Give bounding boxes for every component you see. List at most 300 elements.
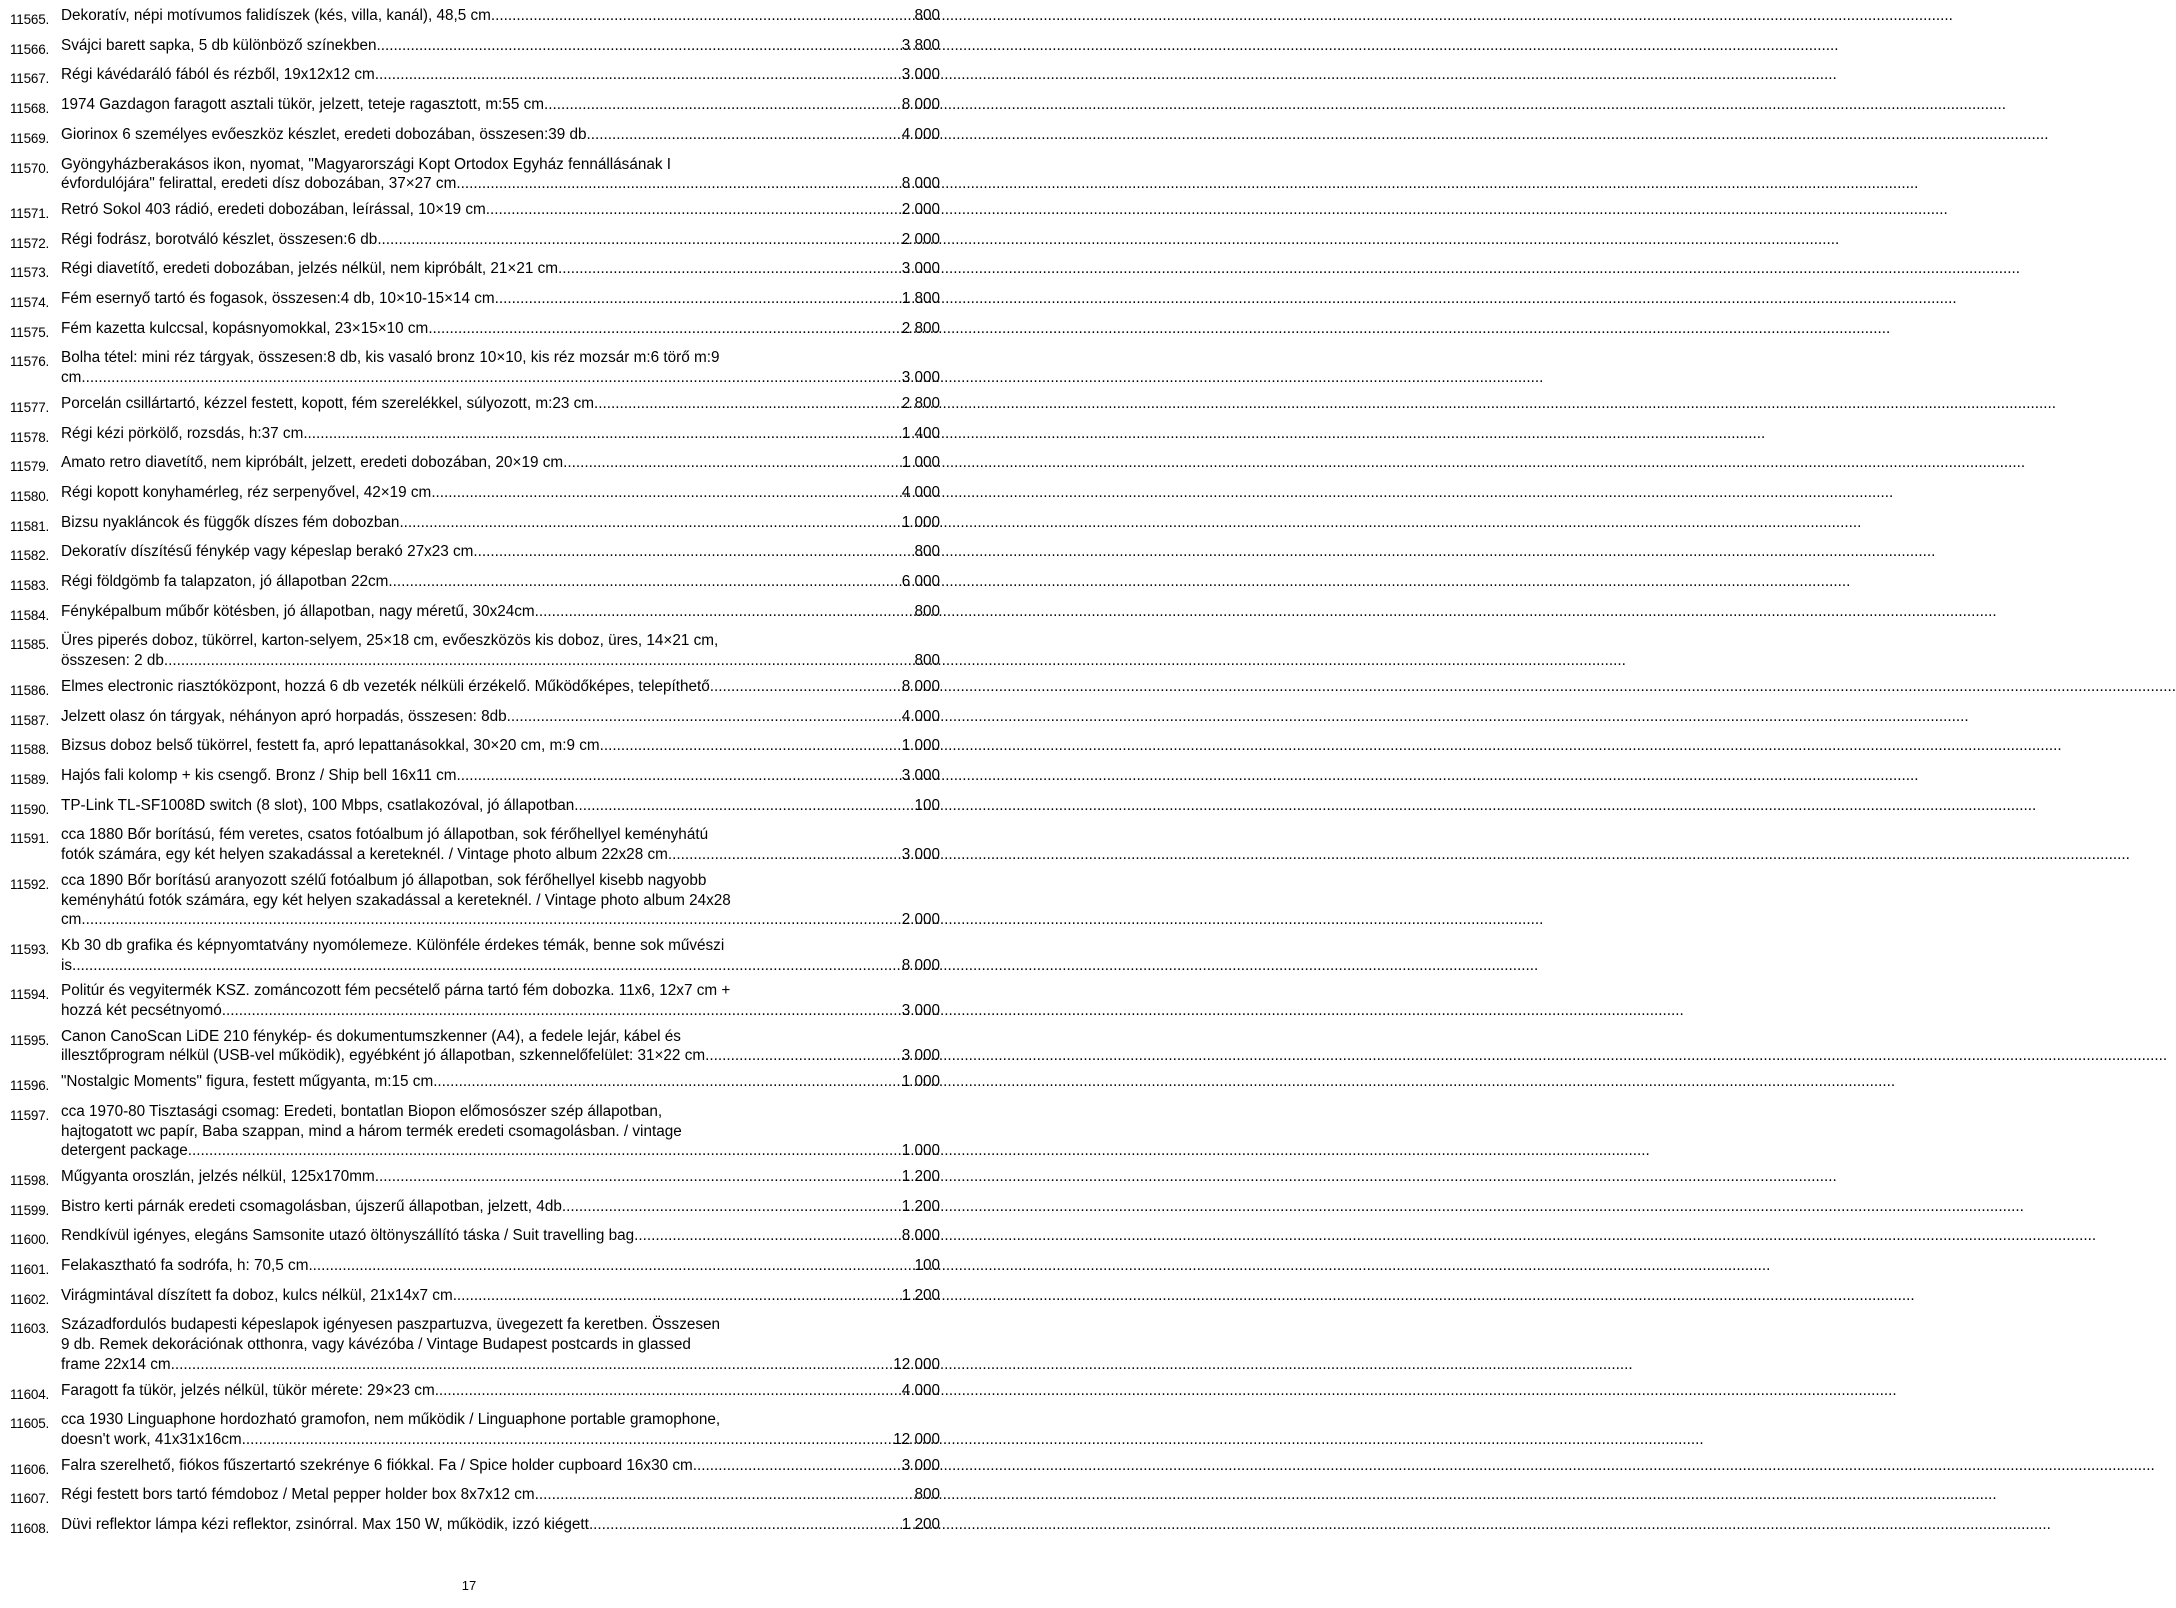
lot-entry	[10, 1167, 940, 1191]
lot-description	[61, 230, 940, 250]
lot-price: 800	[914, 652, 940, 670]
lot-number: 11605.	[10, 1416, 50, 1432]
description-line: Dekoratív díszítésű fénykép vagy képeslap berakó 27x23 cm	[61, 543, 474, 561]
lot-entry	[10, 513, 940, 537]
description-last-line	[61, 845, 940, 865]
description-last-line	[61, 1001, 940, 1021]
lot-description	[61, 1167, 940, 1187]
description-line: Régi földgömb fa talapzaton, jó állapotban 22cm	[61, 573, 389, 591]
description-last-line	[61, 513, 940, 533]
description-line: 9 db. Remek dekorációnak otthonra, vagy kávézóba / Vintage Budapest postcards in glassed	[61, 1336, 691, 1354]
dot-leader	[457, 766, 902, 786]
lot-number: 11604.	[10, 1386, 50, 1402]
lot-description	[61, 825, 940, 864]
lot-entry	[10, 200, 940, 224]
description-line: Bistro kerti párnák eredeti csomagolásban, újszerű állapotban, jelzett, 4db	[61, 1197, 562, 1215]
description-last-line	[61, 1256, 940, 1276]
lot-description	[61, 424, 940, 444]
lot-number: 11589.	[10, 771, 50, 787]
dot-leader	[473, 542, 914, 562]
lot-description	[61, 200, 940, 220]
lot-entry	[10, 1027, 940, 1066]
lot-entry	[10, 95, 940, 119]
lot-price: 1 400	[901, 424, 940, 442]
lot-price: 1 200	[901, 1197, 940, 1215]
description-last-line	[61, 1046, 940, 1066]
dot-leader	[428, 319, 901, 339]
dot-leader	[705, 1046, 902, 1066]
dot-leader	[376, 36, 901, 56]
lot-description	[61, 95, 940, 115]
lot-entry	[10, 1197, 940, 1221]
lot-number: 11583.	[10, 578, 50, 594]
lot-description	[61, 631, 940, 670]
lot-price: 100	[914, 1257, 940, 1275]
lot-number: 11599.	[10, 1202, 50, 1218]
lot-price: 800	[914, 7, 940, 24]
lot-number: 11587.	[10, 712, 50, 728]
lot-number: 11601.	[10, 1262, 50, 1278]
dot-leader	[693, 1456, 902, 1476]
description-line: Üres piperés doboz, tükörrel, karton-selyem, 25×18 cm, evőeszközös kis doboz, üres, 14×21 cm,	[61, 632, 719, 650]
lot-number: 11607.	[10, 1491, 50, 1507]
description-line: Régi kávédaráló fából és rézből, 19x12x12 cm	[61, 66, 375, 84]
lot-price: 3 000	[901, 66, 940, 84]
dot-leader	[375, 65, 902, 85]
lot-entry	[10, 572, 940, 596]
description-line: Giorinox 6 személyes evőeszköz készlet, eredeti dobozában, összesen:39 db	[61, 125, 587, 143]
description-last-line	[61, 1286, 940, 1306]
description-line: Falra szerelhető, fiókos fűszertartó szekrénye 6 fiókkal. Fa / Spice holder cupboard 16x30 cm	[61, 1456, 693, 1474]
description-line: detergent package	[61, 1142, 188, 1160]
lot-number: 11575.	[10, 324, 50, 340]
lot-entry	[10, 259, 940, 283]
description-line: keményhátú fotók számára, egy két helyen szakadással a kereteknél. / Vintage photo album 24x28	[61, 891, 731, 909]
lot-price: 3 000	[901, 846, 940, 864]
lot-entry	[10, 394, 940, 418]
dot-leader	[222, 1001, 902, 1021]
lot-price: 1 000	[901, 513, 940, 531]
lot-price: 2 000	[901, 911, 940, 929]
lot-number: 11598.	[10, 1172, 50, 1188]
lot-price: 12 000	[893, 1355, 940, 1373]
lot-entry	[10, 936, 940, 975]
lot-entry	[10, 1515, 940, 1539]
lot-description	[61, 1102, 940, 1161]
description-last-line	[61, 707, 940, 727]
lot-entry	[10, 825, 940, 864]
lot-entry	[10, 1381, 940, 1405]
lot-number: 11597.	[10, 1107, 50, 1123]
description-last-line	[61, 651, 940, 671]
description-last-line	[61, 230, 940, 250]
lot-description	[61, 936, 940, 975]
description-line: 1974 Gazdagon faragott asztali tükör, jelzett, teteje ragasztott, m:55 cm	[61, 96, 544, 114]
description-line: Bolha tétel: mini réz tárgyak, összesen:8 db, kis vasaló bronz 10×10, kis réz mozsár m:6 törő m:9	[61, 349, 720, 367]
lot-description	[61, 677, 940, 697]
lot-number: 11588.	[10, 742, 50, 758]
dot-leader	[714, 677, 902, 697]
description-last-line	[61, 1355, 940, 1375]
lot-description	[61, 1381, 940, 1401]
description-last-line	[61, 1381, 940, 1401]
description-line: cm	[61, 911, 82, 929]
dot-leader	[668, 845, 902, 865]
dot-leader	[433, 1072, 902, 1092]
description-last-line	[61, 1515, 940, 1535]
lot-price: 4 000	[901, 707, 940, 725]
description-line: Régi kopott konyhamérleg, réz serpenyővel, 42×19 cm	[61, 483, 432, 501]
lot-description	[61, 736, 940, 756]
description-line: Retró Sokol 403 rádió, eredeti dobozában, leírással, 10×19 cm	[61, 200, 486, 218]
lot-price: 2 800	[901, 394, 940, 412]
lot-description	[61, 453, 940, 473]
lot-entry	[10, 871, 940, 930]
lot-price: 3 000	[901, 369, 940, 387]
dot-leader	[495, 289, 902, 309]
lot-description	[61, 572, 940, 592]
lot-number: 11586.	[10, 682, 50, 698]
dot-leader	[563, 453, 902, 473]
description-line: illesztőprogram nélkül (USB-vel működik), egyébként jó állapotban, szkennelőfelület: 31×22 cm	[61, 1047, 706, 1065]
lot-description	[61, 155, 940, 194]
description-line: cca 1970-80 Tisztasági csomag: Eredeti, bontatlan Biopon előmosószer szép állapotban,	[61, 1102, 663, 1120]
lot-number: 11569.	[10, 130, 50, 146]
description-last-line	[61, 125, 940, 145]
description-last-line	[61, 1072, 940, 1092]
description-line: Svájci barett sapka, 5 db különböző színekben	[61, 36, 377, 54]
dot-leader	[81, 368, 901, 388]
dot-leader	[589, 1515, 902, 1535]
dot-leader	[456, 174, 901, 194]
lot-number: 11571.	[10, 205, 50, 221]
lot-entry	[10, 1226, 940, 1250]
lot-entry	[10, 348, 940, 387]
lot-number: 11566.	[10, 41, 50, 57]
lot-price: 1 000	[901, 1142, 940, 1160]
lot-description	[61, 766, 940, 786]
lot-entry	[10, 289, 940, 313]
lot-description	[61, 871, 940, 930]
dot-leader	[431, 483, 901, 503]
description-line: Műgyanta oroszlán, jelzés nélkül, 125x170mm	[61, 1167, 375, 1185]
lot-price: 4 000	[901, 483, 940, 501]
lot-price: 8 000	[901, 96, 940, 114]
description-line: cm	[61, 369, 82, 387]
description-last-line	[61, 200, 940, 220]
lot-number: 11579.	[10, 459, 50, 475]
description-line: fotók számára, egy két helyen szakadással a kereteknél. / Vintage photo album 22x28 cm	[61, 846, 668, 864]
lot-price: 1 200	[901, 1167, 940, 1185]
description-last-line	[61, 453, 940, 473]
description-line: "Nostalgic Moments" figura, festett műgyanta, m:15 cm	[61, 1073, 434, 1091]
dot-leader	[81, 910, 901, 930]
description-line: Fém kazetta kulccsal, kopásnyomokkal, 23×15×10 cm	[61, 319, 429, 337]
description-last-line	[61, 6, 940, 26]
description-line: Fém esernyő tartó és fogasok, összesen:4 db, 10×10-15×14 cm	[61, 290, 495, 308]
lot-price: 1 000	[901, 1073, 940, 1091]
description-line: Régi diavetítő, eredeti dobozában, jelzés nélkül, nem kipróbált, 21×21 cm	[61, 260, 559, 278]
lot-price: 8 000	[901, 956, 940, 974]
dot-leader	[558, 259, 902, 279]
description-line: összesen: 2 db	[61, 652, 164, 670]
lot-description	[61, 289, 940, 309]
dot-leader	[375, 1167, 902, 1187]
lot-number: 11565.	[10, 12, 50, 27]
dot-leader	[388, 572, 901, 592]
dot-leader	[600, 736, 902, 756]
lot-entry	[10, 542, 940, 566]
description-last-line	[61, 65, 940, 85]
lot-price: 1 200	[901, 1516, 940, 1534]
dot-leader	[188, 1141, 902, 1161]
lot-description	[61, 348, 940, 387]
lot-entry	[10, 602, 940, 626]
description-line: évfordulójára" felirattal, eredeti dísz dobozában, 37×27 cm	[61, 175, 457, 193]
description-last-line	[61, 368, 940, 388]
description-line: Felakasztható fa sodrófa, h: 70,5 cm	[61, 1257, 309, 1275]
lot-description	[61, 707, 940, 727]
lot-description	[61, 65, 940, 85]
dot-leader	[594, 394, 902, 414]
lot-price: 1 000	[901, 737, 940, 755]
lot-price: 4 000	[901, 1381, 940, 1399]
lot-description	[61, 394, 940, 414]
page-number: 17	[461, 1578, 477, 1593]
lot-number: 11600.	[10, 1232, 50, 1248]
lot-price: 12 000	[893, 1430, 940, 1448]
lot-number: 11608.	[10, 1521, 50, 1537]
lot-entry	[10, 796, 940, 820]
lot-number: 11582.	[10, 548, 50, 564]
lot-entry	[10, 1485, 940, 1509]
lot-entry	[10, 65, 940, 89]
lot-price: 1 800	[901, 290, 940, 308]
lot-entry	[10, 1315, 940, 1374]
lot-number: 11577.	[10, 399, 50, 415]
lot-description	[61, 1286, 940, 1306]
description-line: Faragott fa tükör, jelzés nélkül, tükör mérete: 29×23 cm	[61, 1381, 435, 1399]
lot-entry	[10, 766, 940, 790]
lot-entry	[10, 981, 940, 1020]
lot-entry	[10, 424, 940, 448]
description-line: Gyöngyházberakásos ikon, nyomat, "Magyarországi Kopt Ortodox Egyház fennállásának I	[61, 155, 671, 173]
lot-description	[61, 483, 940, 503]
description-line: Hajós fali kolomp + kis csengő. Bronz / Ship bell 16x11 cm	[61, 766, 457, 784]
description-line: Bizsus doboz belső tükörrel, festett fa, apró lepattanásokkal, 30×20 cm, m:9 cm	[61, 737, 600, 755]
description-line: Düvi reflektor lámpa kézi reflektor, zsinórral. Max 150 W, működik, izzó kiégett	[61, 1516, 589, 1534]
lot-price: 3 000	[901, 1047, 940, 1065]
catalog-page	[0, 0, 960, 1608]
dot-leader	[303, 424, 901, 444]
lot-number: 11572.	[10, 235, 50, 251]
lot-description	[61, 602, 940, 622]
lot-description	[61, 1226, 940, 1246]
lot-entry	[10, 1072, 940, 1096]
lot-description	[61, 1072, 940, 1092]
dot-leader	[164, 651, 915, 671]
lot-number: 11590.	[10, 801, 50, 817]
lot-description	[61, 36, 940, 56]
description-last-line	[61, 602, 940, 622]
lot-description	[61, 259, 940, 279]
lot-entry	[10, 1256, 940, 1280]
description-line: Kb 30 db grafika és képnyomtatvány nyomólemeze. Különféle érdekes témák, benne sok művészi	[61, 936, 725, 954]
lot-price: 3 000	[901, 260, 940, 278]
description-line: Politúr és vegyitermék KSZ. zománcozott fém pecsételő párna tartó fém dobozka. 11x6, 12x7 cm +	[61, 982, 731, 1000]
lot-description	[61, 1027, 940, 1066]
description-line: Virágmintával díszített fa doboz, kulcs nélkül, 21x14x7 cm	[61, 1286, 453, 1304]
description-line: Jelzett olasz ón tárgyak, néhányon apró horpadás, összesen: 8db	[61, 707, 507, 725]
lot-number: 11574.	[10, 295, 50, 311]
description-last-line	[61, 174, 940, 194]
dot-leader	[171, 1355, 894, 1375]
lot-entry	[10, 707, 940, 731]
lot-number: 11591.	[10, 831, 50, 847]
description-last-line	[61, 910, 940, 930]
lot-entry	[10, 483, 940, 507]
lot-description	[61, 796, 940, 816]
dot-leader	[453, 1286, 902, 1306]
dot-leader	[562, 1197, 902, 1217]
dot-leader	[486, 200, 902, 220]
lot-price: 2 800	[901, 319, 940, 337]
dot-leader	[76, 956, 901, 976]
description-last-line	[61, 1430, 940, 1450]
lot-list	[10, 0, 940, 1539]
description-last-line	[61, 36, 940, 56]
description-last-line	[61, 424, 940, 444]
lot-number: 11593.	[10, 941, 50, 957]
description-line: Bizsu nyakláncok és függők díszes fém dobozban	[61, 513, 400, 531]
description-line: Századfordulós budapesti képeslapok igényesen paszpartuzva, üvegezett fa keretben. Összesen	[61, 1316, 721, 1334]
description-line: Régi kézi pörkölő, rozsdás, h:37 cm	[61, 424, 304, 442]
lot-description	[61, 1315, 940, 1374]
description-last-line	[61, 542, 940, 562]
description-line: Fényképalbum műbőr kötésben, jó állapotban, nagy méretű, 30x24cm	[61, 602, 535, 620]
lot-price: 8 000	[901, 1227, 940, 1245]
dot-leader	[574, 796, 914, 816]
dot-leader	[377, 230, 901, 250]
description-line: is.	[61, 956, 77, 974]
lot-entry	[10, 631, 940, 670]
lot-price: 1 200	[901, 1286, 940, 1304]
description-line: Rendkívül igényes, elegáns Samsonite utazó öltönyszállító táska / Suit travelling bag	[61, 1227, 635, 1245]
description-last-line	[61, 259, 940, 279]
lot-description	[61, 1256, 940, 1276]
lot-number: 11570.	[10, 160, 50, 176]
description-last-line	[61, 796, 940, 816]
lot-number: 11567.	[10, 71, 50, 87]
lot-number: 11584.	[10, 607, 50, 623]
description-line: cca 1880 Bőr borítású, fém veretes, csatos fotóalbum jó állapotban, sok férőhellyel keményhátú	[61, 826, 709, 844]
description-last-line	[61, 1485, 940, 1505]
lot-price: 2 000	[901, 200, 940, 218]
description-last-line	[61, 736, 940, 756]
dot-leader	[587, 125, 902, 145]
lot-price: 100	[914, 796, 940, 814]
description-line: Régi fodrász, borotváló készlet, összesen:6 db	[61, 230, 378, 248]
lot-price: 2 000	[901, 230, 940, 248]
dot-leader	[242, 1430, 894, 1450]
description-last-line	[61, 572, 940, 592]
description-last-line	[61, 1141, 940, 1161]
dot-leader	[535, 602, 915, 622]
description-last-line	[61, 394, 940, 414]
lot-price: 8 000	[901, 175, 940, 193]
lot-number: 11594.	[10, 987, 50, 1003]
lot-number: 11576.	[10, 354, 50, 370]
lot-number: 11578.	[10, 429, 50, 445]
lot-number: 11592.	[10, 876, 50, 892]
description-line: TP-Link TL-SF1008D switch (8 slot), 100 Mbps, csatlakozóval, jó állapotban	[61, 796, 575, 814]
lot-description	[61, 1410, 940, 1449]
lot-description	[61, 981, 940, 1020]
lot-number: 11595.	[10, 1032, 50, 1048]
description-last-line	[61, 677, 940, 697]
lot-number: 11580.	[10, 488, 50, 504]
lot-entry	[10, 36, 940, 60]
description-line: cca 1930 Linguaphone hordozható gramofon, nem működik / Linguaphone portable gramophone,	[61, 1411, 721, 1429]
lot-description	[61, 1515, 940, 1535]
lot-entry	[10, 1102, 940, 1161]
lot-price: 1 000	[901, 454, 940, 472]
description-last-line	[61, 483, 940, 503]
lot-entry	[10, 1456, 940, 1480]
description-last-line	[61, 766, 940, 786]
lot-description	[61, 1456, 940, 1476]
lot-number: 11596.	[10, 1078, 50, 1094]
dot-leader	[399, 513, 901, 533]
dot-leader	[435, 1381, 902, 1401]
lot-number: 11603.	[10, 1321, 50, 1337]
description-line: frame 22x14 cm	[61, 1355, 171, 1373]
lot-description	[61, 319, 940, 339]
lot-price: 4 000	[901, 125, 940, 143]
description-last-line	[61, 319, 940, 339]
dot-leader	[544, 95, 902, 115]
lot-price: 800	[914, 1486, 940, 1504]
lot-number: 11568.	[10, 101, 50, 117]
lot-entry	[10, 453, 940, 477]
description-line: hozzá két pecsétnyomó	[61, 1002, 222, 1020]
lot-description	[61, 542, 940, 562]
description-last-line	[61, 1456, 940, 1476]
description-line: Elmes electronic riasztóközpont, hozzá 6 db vezeték nélküli érzékelő. Működőképes, telepíthető.	[61, 677, 715, 695]
lot-entry	[10, 6, 940, 30]
lot-number: 11606.	[10, 1461, 50, 1477]
lot-description	[61, 125, 940, 145]
description-last-line	[61, 956, 940, 976]
description-line: Amato retro diavetítő, nem kipróbált, jelzett, eredeti dobozában, 20×19 cm	[61, 454, 564, 472]
lot-price: 800	[914, 543, 940, 561]
lot-price: 3 800	[901, 36, 940, 54]
lot-entry	[10, 736, 940, 760]
lot-entry	[10, 1410, 940, 1449]
dot-leader	[535, 1485, 915, 1505]
lot-price: 3 000	[901, 766, 940, 784]
lot-number: 11602.	[10, 1291, 50, 1307]
description-line: doesn't work, 41x31x16cm	[61, 1430, 242, 1448]
lot-price: 6 000	[901, 573, 940, 591]
dot-leader	[634, 1226, 902, 1246]
lot-entry	[10, 677, 940, 701]
lot-description	[61, 1197, 940, 1217]
description-last-line	[61, 1197, 940, 1217]
lot-entry	[10, 230, 940, 254]
lot-number: 11573.	[10, 265, 50, 281]
lot-description	[61, 513, 940, 533]
